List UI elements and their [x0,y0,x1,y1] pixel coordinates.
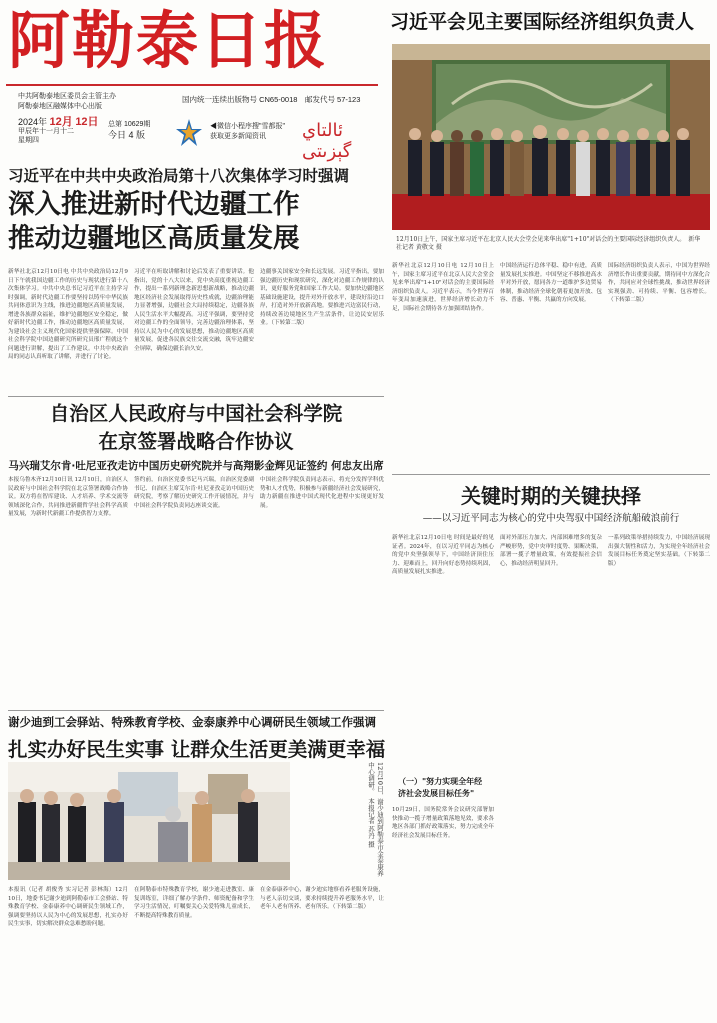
right-top-headline-box [390,4,712,42]
right-body-col3: 国际经济组织负责人表示，中国为世界经济增长作出重要贡献，期待同中方深化合作，共同应对全球性挑战，推动世界经济实现强劲、可持续、平衡、包容增长。（下转第二版） [608,263,710,303]
publication-date [18,118,99,127]
masthead-rule [6,84,378,86]
right-top-headline: 习近平会见主要国际经济组织负责人 [390,11,695,33]
key-section-head [398,776,498,800]
publication-year: 2024年 [18,117,48,127]
lead-headline-line2: 推动边疆地区高质量发展 [8,223,300,254]
care-center-caption: 12月10日，谢少迪到阿勒泰市金泰康养中心调研。 本报记者 苏丹 摄 [367,762,384,877]
xie-body-col3: 在金泰康养中心，谢少迪实地察看养老服务设施，与老人亲切交谈，要求持续提升养老服务水平，让老年人老有所养、老有所乐。（下转第二版） [260,887,384,910]
qr-note-line2: 获取更多新闻资讯 [210,133,266,140]
key-body-col2: 面对外部压力加大、内部困难增多的复杂严峻形势，党中央审时度势、果断决策，部署一揽子增量政策，有效提振社会信心，推动经济明显回升。 [500,535,602,567]
sponsor-line-2: 阿勒泰地区融媒体中心出版 [18,103,102,110]
xie-body-col2: 在阿勒泰市特殊教育学校，谢少迪走进教室、康复训练室，详细了解办学条件、师资配备和学生学习生活情况，叮嘱要关心关爱特殊儿童成长，不断提高特殊教育质量。 [134,887,254,919]
publication-day: 12日 [75,116,99,128]
autonomy-headline-line1: 自治区人民政府与中国社会科学院 [49,402,343,425]
key-body-col1: 新华社北京12月10日电 时间是最好的见证者。2024年，在以习近平同志为核心的党中央坚强领导下，中国经济顶住压力、迎难而上，回升向好态势持续巩固，高质量发展扎实推进。 [392,535,494,575]
key-article-headline: 关键时期的关键抉择 [461,484,641,508]
care-center-photo-illustration [8,762,290,880]
weekday: 星期四 [18,137,39,144]
publication-number: 国内统一连续出版物号 CN65-0018 邮发代号 57-123 [182,95,361,104]
media-logo-icon [174,118,204,148]
meeting-photo-illustration [392,44,710,230]
xie-headline: 扎实办好民生实事 让群众生活更美满更幸福 [8,738,386,761]
key-section-head-line1: （一）"努力实现全年经 [398,777,483,786]
divider [392,474,710,475]
meeting-photo [392,44,710,230]
right-body-col2: 中国经济运行总体平稳、稳中有进，高质量发展扎实推进。中国坚定不移推进高水平对外开放，愿同各方一道维护多边贸易体制，推动经济全球化朝着更加开放、包容、普惠、平衡、共赢的方向发展。 [500,263,602,303]
xie-body-col1: 本报讯（记者 胡俊秀 实习记者 彭林海）12月10日，地委书记谢少迪到阿勒泰市工会驿站、特殊教育学校、金泰康养中心调研民生领域工作，强调要坚持以人民为中心的发展思想，扎实办好民生实事，切实解决群众急难愁盼问题。 [8,887,128,927]
publication-month: 12月 [49,116,73,128]
autonomy-headline-line2: 在京签署战略合作协议 [98,430,294,453]
pages-today: 今日 4 版 [108,130,146,140]
newspaper-title: 阿勒泰日报 [8,4,329,77]
lead-body-col1: 新华社北京12月10日电 中共中央政治局12月9日下午就我国边疆工作的历史与现状进行第十八次集体学习。中共中央总书记习近平在主持学习时强调，新时代边疆工作要坚持以铸牢中华民族共同体意识为主线，推进边疆地区高质量发展，增进各族群众福祉，维护边疆地区安全稳定，做好新时代边疆工作，推动边疆地区高质量发展，为建设社会主义现代化国家提供坚强保障。中国社会科学院中国边疆研究所研究员邢广程就这个问题进行讲解，提出了工作建议。中共中央政治局的同志认真听取了讲解，并进行了讨论。 [8,269,128,360]
divider [8,396,384,397]
lead-headline-line1: 深入推进新时代边疆工作 [8,189,300,220]
qr-note-line1: ◀微信小程序搜"雪都报" [210,123,285,130]
masthead [6,4,378,162]
key-body-col3: 一系列政策举措持续发力，中国经济展现出强大韧性和活力，为实现全年经济社会发展目标任务奠定坚实基础。（下转第二版） [608,535,710,567]
issue-info [108,120,150,140]
key-section-body: 10月29日，国务院常务会议研究部署加快推动一揽子增量政策落地见效，要求各地区各部门抓好政策落实，努力完成全年经济社会发展目标任务。 [392,807,494,839]
right-body-col1: 新华社北京12月10日电 12月10日上午，国家主席习近平在北京人民大会堂会见来华出席"1+10"对话会的主要国际经济组织负责人。习近平表示，当今世界百年变局加速演进，世界经济增长动力不足，国际社会期待各方加强团结协作。 [392,263,494,312]
lead-kicker: 习近平在中共中央政治局第十八次集体学习时强调 [8,167,350,185]
issue-total: 总第 10629期 [108,121,151,128]
autonomy-body-col3: 中国社会科学院负责同志表示，将充分发挥学科优势和人才优势，积极参与新疆经济社会发展研究，助力新疆在推进中国式现代化进程中实现更好发展。 [260,477,384,509]
care-center-photo [8,762,290,880]
sponsor-info [18,92,116,112]
autonomy-body-col2: 签约前，自治区党委书记马兴瑞，自治区党委副书记、自治区主席艾尔肯·吐尼亚孜走访中国历史研究院，考察了解历史研究工作开展情况，并与中国社会科学院负责同志座谈交流。 [134,477,254,509]
divider [8,710,384,711]
xie-kicker: 谢少迪到工会驿站、特殊教育学校、金泰康养中心调研民生领域工作强调 [8,715,376,729]
autonomy-headline [8,400,384,456]
autonomy-subline: 马兴瑞艾尔肯·吐尼亚孜走访中国历史研究院并与高翔影金辉见证签约 何忠友出席 [8,460,384,472]
lead-body-col3: 边疆事关国家安全和长远发展。习近平指出，要加强边疆历史和现状研究，深化对边疆工作规律的认识，更好服务党和国家工作大局。要加快边疆地区基础设施建设，提升对外开放水平，建设好沿边口岸，打造对外开放新高地。要推进兴边富民行动，持续改善边境地区生产生活条件，让边民安居乐业。（下转第二版） [260,269,384,326]
lead-headline [8,188,384,256]
key-article-subheadline: ——以习近平同志为核心的党中央驾驭中国经济航船破浪前行 [422,513,680,524]
sponsor-line-1: 中共阿勒泰地区委员会主管主办 [18,93,116,100]
qr-note [210,122,285,142]
lead-body-col2: 习近平在听取讲解和讨论后发表了重要讲话。他指出，党的十八大以来，党中央高度重视边疆工作，提出一系列新理念新思想新战略，推动边疆地区经济社会发展取得历史性成就，边疆治理能力显著增强，边疆社会大局持续稳定，边疆各族人民生活水平大幅提高。习近平强调，要坚持党对边疆工作的全面领导，完善边疆治理体系，坚持以人民为中心的发展思想，推动边疆地区高质量发展，促进各民族交往交流交融，筑牢边疆安全屏障，确保边疆长治久安。 [134,269,254,352]
key-section-head-line2: 济社会发展目标任务" [398,789,475,798]
uyghur-title: ئالتاي گېزىتى [302,120,352,162]
lunar-date: 甲辰年十一月十二 [18,128,74,135]
date-box [18,118,99,145]
autonomy-body-col1: 本报乌鲁木齐12月10日讯 12月10日，自治区人民政府与中国社会科学院在北京签署战略合作协议。双方将在智库建设、人才培养、学术交流等领域深化合作，共同推进新疆哲学社会科学高质量发展，为新时代新疆工作提供智力支撑。 [8,477,128,517]
meeting-photo-caption: 12月10日上午，国家主席习近平在北京人民大会堂会见来华出席"1+10"对话会的主要国际经济组织负责人。 新华社记者 黄敬文 摄 [396,236,701,251]
